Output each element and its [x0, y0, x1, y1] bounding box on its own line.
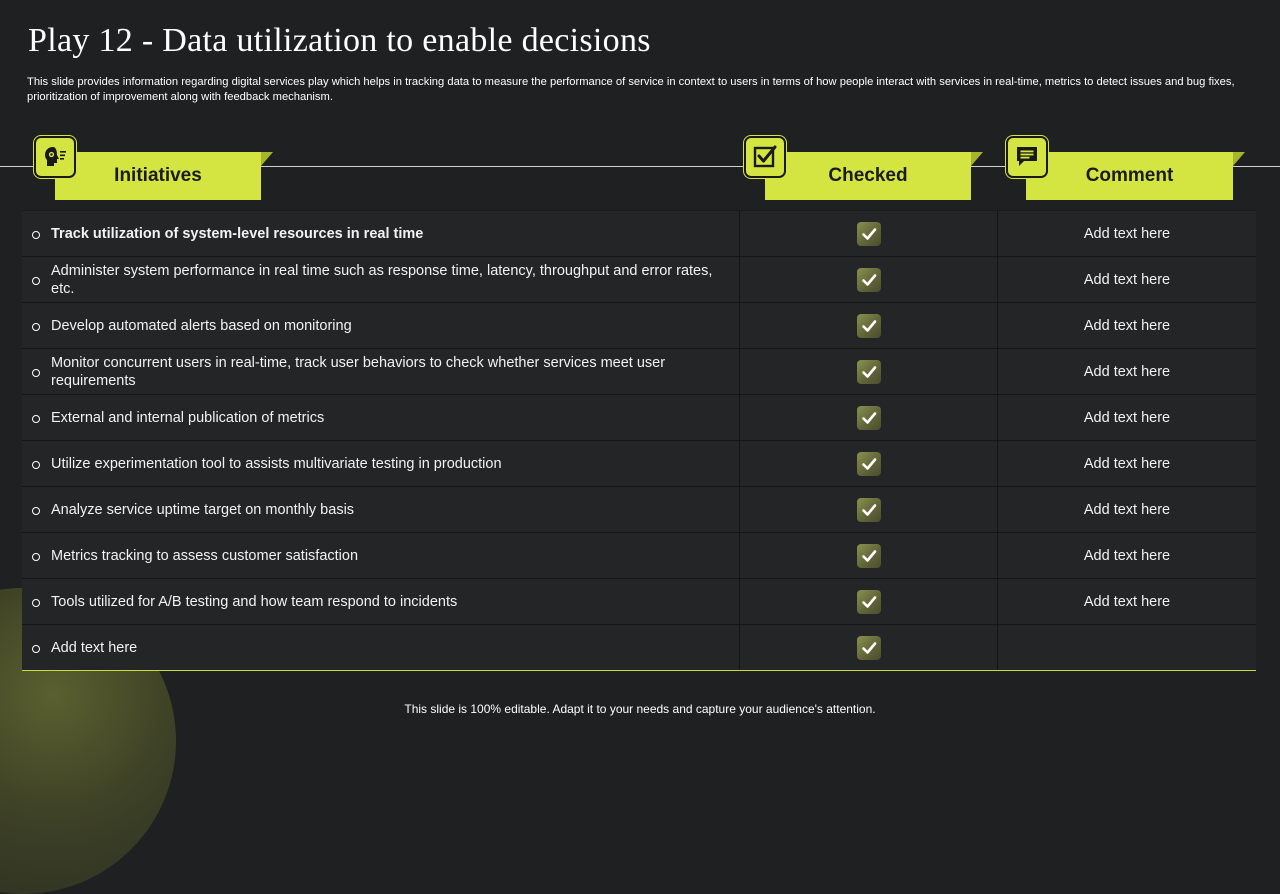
bullet-icon: [32, 507, 40, 515]
initiative-text: Develop automated alerts based on monitoring: [51, 317, 352, 334]
checked-cell: [740, 441, 998, 486]
table-row: [22, 348, 1256, 394]
initiative-cell: [22, 257, 740, 302]
initiative-text: Analyze service uptime target on monthly basis: [51, 501, 355, 518]
checkmark-icon[interactable]: [857, 360, 881, 384]
table-row: [22, 440, 1256, 486]
header-initiatives-label: Initiatives: [114, 165, 202, 186]
comment-cell: Add text here: [1083, 547, 1171, 564]
initiative-cell: [22, 625, 740, 670]
comment-cell: Add text here: [1083, 501, 1171, 518]
bullet-icon: [32, 323, 40, 331]
comment-cell: Add text here: [1083, 271, 1171, 288]
checkmark-icon[interactable]: [857, 222, 881, 246]
table-row: [22, 256, 1256, 302]
head-gear-icon: [34, 136, 76, 178]
initiative-cell: [22, 395, 740, 440]
header-initiatives: [55, 152, 261, 200]
page-subtitle: This slide provides information regarding digital services play which helps in tracking data to measure the performance of service in context to users in terms of how people interact with services in real-time, metrics to detect issues and bug fixes, prioritization of improvement along with feedback mechanism.: [27, 76, 1235, 103]
bullet-icon: [32, 461, 40, 469]
bullet-icon: [32, 553, 40, 561]
page-title: Play 12 - Data utilization to enable decisions: [28, 22, 651, 59]
footer-note: This slide is 100% editable. Adapt it to your needs and capture your audience's attention.: [404, 702, 876, 716]
table-row: [22, 302, 1256, 348]
table-row: [22, 532, 1256, 578]
initiative-cell: [22, 487, 740, 532]
checked-cell: [740, 487, 998, 532]
checkbox-icon: [744, 136, 786, 178]
header-comment: [1026, 152, 1233, 200]
checked-cell: [740, 257, 998, 302]
initiative-cell: [22, 211, 740, 256]
initiative-text: Add text here: [51, 639, 138, 656]
comment-cell: Add text here: [1083, 409, 1171, 426]
bullet-icon: [32, 369, 40, 377]
checkmark-icon[interactable]: [857, 406, 881, 430]
checked-cell: [740, 303, 998, 348]
initiative-cell: [22, 533, 740, 578]
checkmark-icon[interactable]: [857, 498, 881, 522]
initiative-cell: [22, 303, 740, 348]
table-row: [22, 486, 1256, 532]
checkmark-icon[interactable]: [857, 268, 881, 292]
initiative-text: Monitor concurrent users in real-time, track user behaviors to check whether services meet user requirements: [51, 354, 666, 389]
checkmark-icon[interactable]: [857, 452, 881, 476]
initiatives-table: [22, 210, 1256, 671]
comment-cell: Add text here: [1083, 363, 1171, 380]
table-row: [22, 624, 1256, 670]
header-comment-label: Comment: [1085, 165, 1174, 186]
checked-cell: [740, 533, 998, 578]
comment-cell: Add text here: [1083, 455, 1171, 472]
table-row: [22, 394, 1256, 440]
chat-bubble-icon: [1006, 136, 1048, 178]
checkmark-icon[interactable]: [857, 636, 881, 660]
comment-cell: [998, 625, 1256, 670]
initiative-cell: [22, 579, 740, 624]
bullet-icon: [32, 645, 40, 653]
checkmark-icon[interactable]: [857, 544, 881, 568]
initiative-text: External and internal publication of metrics: [51, 409, 325, 426]
checkmark-icon[interactable]: [857, 314, 881, 338]
bullet-icon: [32, 277, 40, 285]
table-row: [22, 578, 1256, 624]
header-checked-label: Checked: [828, 165, 908, 186]
checked-cell: [740, 579, 998, 624]
checked-cell: [740, 625, 998, 670]
bullet-icon: [32, 231, 40, 239]
initiative-cell: [22, 349, 740, 394]
header-checked: [765, 152, 971, 200]
initiative-text: Metrics tracking to assess customer satisfaction: [51, 547, 359, 564]
bullet-icon: [32, 599, 40, 607]
initiative-text: Tools utilized for A/B testing and how team respond to incidents: [51, 593, 458, 610]
checked-cell: [740, 395, 998, 440]
comment-cell: Add text here: [1083, 225, 1171, 242]
comment-cell: Add text here: [1083, 317, 1171, 334]
comment-cell: Add text here: [1083, 593, 1171, 610]
checked-cell: [740, 211, 998, 256]
initiative-text: Administer system performance in real time such as response time, latency, throughput and error rates, etc.: [51, 262, 713, 297]
initiative-text: Utilize experimentation tool to assists multivariate testing in production: [51, 455, 502, 472]
initiative-text: Track utilization of system-level resources in real time: [51, 225, 424, 242]
table-row: [22, 210, 1256, 256]
checked-cell: [740, 349, 998, 394]
checkmark-icon[interactable]: [857, 590, 881, 614]
initiative-cell: [22, 441, 740, 486]
bullet-icon: [32, 415, 40, 423]
